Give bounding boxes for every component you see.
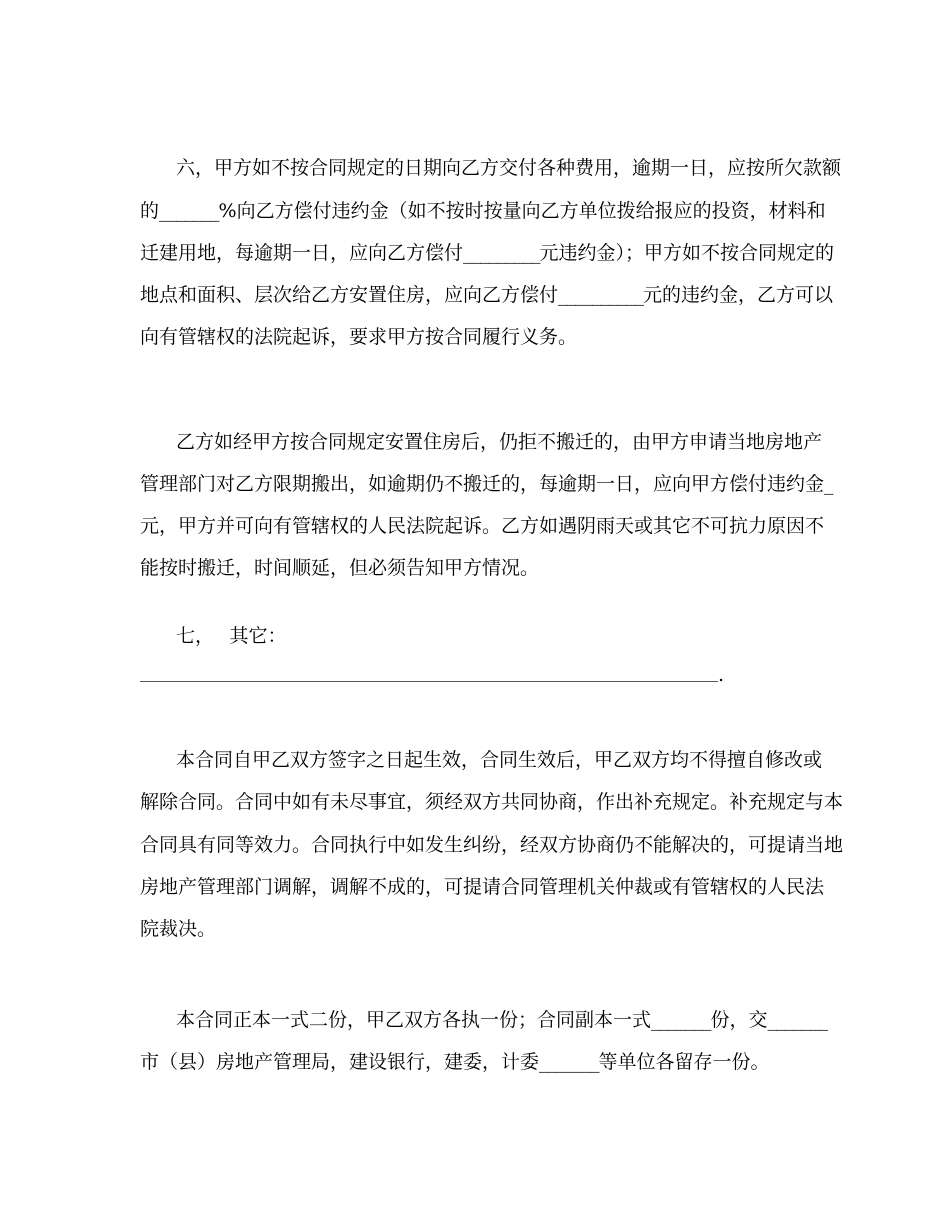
other-terms-blank-line xyxy=(140,681,718,682)
text-segment: 本合同正本一式二份，甲乙双方各执一份；合同副本一式 xyxy=(176,1009,652,1031)
text-segment: 市（县）房地产管理局，建设银行，建委，计委 xyxy=(140,1051,540,1073)
effectiveness-line xyxy=(140,789,844,815)
text-segment: 元违约金）；甲方如不按合同规定的 xyxy=(539,242,835,264)
fill-in-blank: _______ xyxy=(159,200,219,222)
other-terms-period: . xyxy=(718,664,725,686)
fill-in-blank: _______ xyxy=(539,1051,599,1073)
text-segment: 迁建用地，每逾期一日，应向乙方偿付 xyxy=(140,242,464,264)
text-segment: 向有管辖权的法院起诉，要求甲方按合同履行义务。 xyxy=(140,326,578,348)
party-b-obligation-line xyxy=(140,471,834,497)
text-segment: 乙方如经甲方按合同规定安置住房后，仍拒不搬迁的，由甲方申请当地房地产 xyxy=(176,431,823,453)
text-segment: 院裁决。 xyxy=(140,918,217,940)
text-segment: 能按时搬迁，时间顺延，但必须告知甲方情况。 xyxy=(140,557,540,579)
fill-in-blank: _______ xyxy=(651,1009,711,1031)
text-segment: 的 xyxy=(140,200,160,222)
text-segment: 七， 其它： xyxy=(176,625,287,647)
party-b-obligation-line xyxy=(176,429,823,455)
fill-in-blank: __________ xyxy=(558,284,644,306)
text-segment: 地点和面积、层次给乙方安置住房，应向乙方偿付 xyxy=(140,284,559,306)
clause-6-line xyxy=(140,198,826,224)
clause-6-line xyxy=(140,240,835,266)
copies-line xyxy=(176,1007,828,1033)
party-b-obligation-line xyxy=(140,555,810,581)
effectiveness-line xyxy=(176,747,823,773)
text-segment: 元的违约金，乙方可以 xyxy=(643,284,834,306)
clause-6-line xyxy=(176,155,842,181)
text-segment: 六，甲方如不按合同规定的日期向乙方交付各种费用，逾期一日，应按所欠款额 xyxy=(176,157,842,179)
text-segment: 等单位各留存一份。 xyxy=(598,1051,770,1073)
fill-in-blank: _________ xyxy=(463,242,540,264)
text-segment: 管理部门对乙方限期搬出，如逾期仍不搬迁的，每逾期一日，应向甲方偿付违约金_ xyxy=(140,473,834,495)
clause-6-line xyxy=(140,282,834,308)
fill-in-blank: _______ xyxy=(767,1009,828,1031)
party-b-obligation-line xyxy=(140,513,825,539)
text-segment: 房地产管理部门调解，调解不成的，可提请合同管理机关仲裁或有管辖权的人民法 xyxy=(140,876,825,898)
text-segment: %向乙方偿付违约金（如不按时按量向乙方单位拨给报应的投资，材料和 xyxy=(218,200,826,222)
clause-6-line xyxy=(140,324,810,350)
effectiveness-line xyxy=(140,874,825,900)
clause-7-line xyxy=(176,623,810,649)
text-segment: 元，甲方并可向有管辖权的人民法院起诉。乙方如遇阴雨天或其它不可抗力原因不 xyxy=(140,515,825,537)
text-segment: 合同具有同等效力。合同执行中如发生纠纷，经双方协商仍不能解决的，可提请当地 xyxy=(140,834,844,856)
text-segment: 份，交 xyxy=(710,1009,768,1031)
text-segment: 解除合同。合同中如有未尽事宜，须经双方共同协商，作出补充规定。补充规定与本 xyxy=(140,791,844,813)
text-segment: 本合同自甲乙双方签字之日起生效，合同生效后，甲乙双方均不得擅自修改或 xyxy=(176,749,823,771)
copies-line xyxy=(140,1049,810,1075)
effectiveness-line xyxy=(140,832,844,858)
effectiveness-line xyxy=(140,916,810,942)
